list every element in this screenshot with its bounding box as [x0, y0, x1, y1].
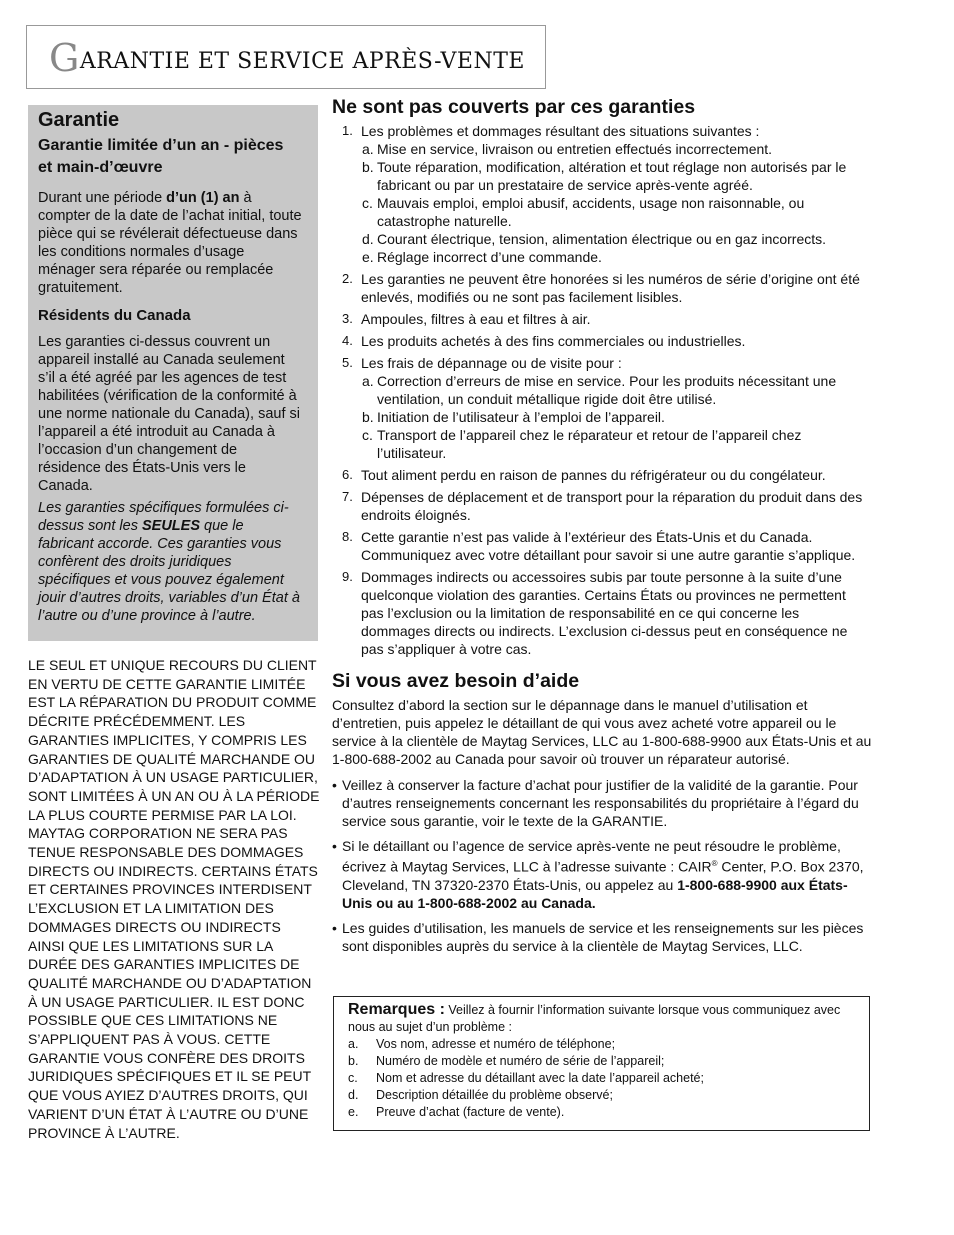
exclusion-number: 6.	[342, 467, 353, 482]
exclusion-text: Les problèmes et dommages résultant des situations suivantes :	[361, 123, 760, 139]
exclusion-item	[332, 122, 872, 266]
exclusion-number: 5.	[342, 355, 353, 370]
notes-item	[348, 1036, 855, 1053]
title-rest: ARANTIE ET SERVICE APRÈS-VENTE	[79, 49, 525, 74]
page-title	[49, 36, 525, 80]
italic-text-c: que le fabricant accorde. Ces garanties vous confèrent des droits juridiques spécifiques et vous pouvez également jouir d’autres droits, variables d’un État à l’autre ou d’une province à l’autre.	[38, 518, 300, 624]
subitem-letter: a.	[362, 373, 374, 389]
exclusion-text: Dommages indirects ou accessoires subis par toute personne à la suite d’une quelconque violation des garanties. Certains États ou provinces ne permettent pas l’exclusion ou la limitation de responsabilité en ce qui concerne les dommages directs ou indirects. L’exclusion ci-dessus peut en conséquence ne pas s’appliquer à votre cas.	[361, 569, 848, 657]
exclusion-item	[332, 310, 872, 328]
subitem-letter: b.	[362, 409, 374, 425]
exclusion-text: Les produits achetés à des fins commerciales ou industrielles.	[361, 333, 746, 349]
exclusion-item	[332, 568, 872, 658]
notes-letter: c.	[348, 1071, 358, 1085]
notes-title: Remarques :	[348, 1001, 445, 1018]
exclusion-subitem	[361, 426, 872, 462]
exclusion-text: Dépenses de déplacement et de transport pour la réparation du produit dans des endroits éloignés.	[361, 489, 863, 523]
notes-letter: d.	[348, 1088, 359, 1102]
subitem-text: Toute réparation, modification, altération et tout réglage non autorisés par le fabricant ou par un prestataire de service après-vente agréé.	[377, 159, 847, 193]
warranty-text-c: à compter de la date de l’achat initial, toute pièce qui se révélerait défectueuse dans les conditions normales d’usage ménager sera réparée ou remplacée gratuitement.	[38, 190, 302, 296]
notes-item	[348, 1053, 855, 1070]
exclusion-item	[332, 270, 872, 306]
help-bullet-text: Si le détaillant ou l’agence de service après-vente ne peut résoudre le problème, écrivez à Maytag Services, LLC à l’adresse suivante : CAIR	[342, 838, 841, 875]
help-bullet: • Veillez à conserver la facture d’achat pour justifier de la validité de la garantie. Pour d’autres renseignements concernant les responsabilités du propriétaire à l’égard du service sous garantie, voir le texte de la GARANTIE.	[332, 777, 859, 829]
subitem-text: Correction d’erreurs de mise en service. Pour les produits nécessitant une ventilation, un conduit métallique rigide doit être utilisé.	[377, 373, 837, 407]
exclusion-subitem	[361, 194, 872, 230]
notes-text: Preuve d’achat (facture de vente).	[376, 1105, 565, 1119]
help-phone-numbers: 1-800-688-9900 aux États-Unis ou au 1-800-688-2002 au Canada.	[342, 876, 848, 911]
exclusion-item	[332, 528, 872, 564]
subitem-text: Initiation de l’utilisateur à l’emploi de l’appareil.	[377, 409, 665, 425]
help-bullets	[332, 776, 872, 955]
exclusion-subitem	[361, 248, 872, 266]
exclusion-text: Les frais de dépannage ou de visite pour :	[361, 355, 622, 371]
notes-letter: a.	[348, 1037, 359, 1051]
exclusion-number: 9.	[342, 569, 353, 584]
subitem-letter: c.	[362, 427, 373, 443]
help-bullet-text: Center, P.O. Box 2370, Cleveland, TN 37320-2370 États-Unis, ou appelez au	[342, 858, 864, 893]
subitem-letter: e.	[362, 249, 374, 265]
canada-paragraph: Les garanties ci-dessus couvrent un appareil installé au Canada seulement s’il a été agréé par les agences de test habilitées (vérification de la conformité à une norme nationale du Canada), sauf si l’appareil a été introduit au Canada à l’occasion d’un changement de résidence des États-Unis vers le Canada.	[38, 334, 300, 494]
canada-heading: Résidents du Canada	[38, 307, 191, 324]
notes-list	[348, 1036, 855, 1121]
subitem-letter: a.	[362, 141, 374, 157]
subitem-text: Mauvais emploi, emploi abusif, accidents, usage non raisonnable, ou catastrophe naturelle.	[377, 195, 805, 229]
notes-item	[348, 1070, 855, 1087]
notes-intro	[348, 1001, 855, 1036]
subitem-letter: c.	[362, 195, 373, 211]
warranty-subheading: Garantie limitée d’un an - pièces et main-d’œuvre	[38, 137, 284, 176]
help-bullet-text: Veillez à conserver la facture d’achat pour justifier de la validité de la garantie. Pour d’autres renseignements concernant les responsabilités du propriétaire à l’égard du service sous garantie, voir le texte de la GARANTIE.	[342, 777, 859, 829]
exclusion-item	[332, 466, 872, 484]
disclaimer-text: LE SEUL ET UNIQUE RECOURS DU CLIENT EN VERTU DE CETTE GARANTIE LIMITÉE EST LA RÉPARATION DU PRODUIT COMME DÉCRITE PRÉCÉDEMMENT. LES GARANTIES IMPLICITES, Y COMPRIS LES GARANTIES DE QUALITÉ MARCHANDE OU D’ADAPTATION À UN USAGE PARTICULIER, SONT LIMITÉES À UN AN OU À LA PÉRIODE LA PLUS COURTE PERMISE PAR LA LOI. MAYTAG CORPORATION NE SERA PAS TENUE RESPONSABLE DES DOMMAGES DIRECTS OU INDIRECTS. CERTAINS ÉTATS ET CERTAINES PROVINCES INTERDISENT L’EXCLUSION ET LA LIMITATION DES DOMMAGES DIRECTS OU INDIRECTS AINSI QUE LES LIMITATIONS SUR LA DURÉE DES GARANTIES IMPLICITES DE QUALITÉ MARCHANDE OU D’ADAPTATION À UN USAGE PARTICULIER. IL EST DONC POSSIBLE QUE CES LIMITATIONS NE S’APPLIQUENT PAS À VOUS. CETTE GARANTIE VOUS CONFÈRE DES DROITS JURIDIQUES SPÉCIFIQUES ET IL SE PEUT QUE VOUS AYIEZ D’AUTRES DROITS, QUI VARIENT D’UN ÉTAT À L’AUTRE OU D’UNE PROVINCE À L’AUTRE.	[28, 657, 320, 1141]
notes-intro-text: Veillez à fournir l’information suivante lorsque vous communiquez avec nous au sujet d’un problème :	[348, 1003, 841, 1034]
warranty-duration: d’un (1) an	[166, 190, 240, 206]
exclusion-number: 2.	[342, 271, 353, 286]
subitem-letter: d.	[362, 231, 374, 247]
help-bullet: • Les guides d’utilisation, les manuels de service et les renseignements sur les pièces sont disponibles auprès du service à la clientèle de Maytag Services, LLC.	[332, 919, 864, 954]
registered-mark: ®	[711, 859, 718, 868]
exclusion-number: 1.	[342, 123, 353, 138]
exclusions-list	[332, 122, 872, 658]
exclusion-subitem	[361, 230, 872, 248]
subitem-text: Transport de l’appareil chez le réparateur et retour de l’appareil chez l’utilisateur.	[377, 427, 802, 461]
help-intro: Consultez d’abord la section sur le dépannage dans le manuel d’utilisation et d’entretien, puis appelez le détaillant de qui vous avez acheté votre appareil ou le service à la clientèle de Maytag Services, LLC au 1-800-688-9900 aux États-Unis et au 1-800-688-2002 au Canada pour savoir où trouver un réparateur autorisé.	[332, 697, 872, 767]
help-heading: Si vous avez besoin d’aide	[332, 670, 580, 692]
notes-text: Nom et adresse du détaillant avec la date l’appareil acheté;	[376, 1071, 704, 1085]
exclusions-heading: Ne sont pas couverts par ces garanties	[332, 96, 696, 118]
help-bullet-text: Les guides d’utilisation, les manuels de service et les renseignements sur les pièces sont disponibles auprès du service à la clientèle de Maytag Services, LLC.	[342, 919, 864, 954]
notes-text: Vos nom, adresse et numéro de téléphone;	[376, 1037, 616, 1051]
warranty-box	[28, 105, 318, 641]
exclusion-number: 4.	[342, 333, 353, 348]
exclusion-number: 8.	[342, 529, 353, 544]
subitem-text: Mise en service, livraison ou entretien effectués incorrectement.	[377, 141, 773, 157]
notes-item	[348, 1087, 855, 1104]
exclusion-subitem	[361, 372, 872, 408]
subitem-letter: b.	[362, 159, 374, 175]
warranty-heading: Garantie	[38, 109, 120, 131]
exclusion-subitem	[361, 158, 872, 194]
notes-text: Numéro de modèle et numéro de série de l’appareil;	[376, 1054, 665, 1068]
warranty-text-a: Durant une période	[38, 190, 167, 206]
exclusion-sublist	[361, 140, 872, 266]
exclusion-subitem	[361, 408, 872, 426]
notes-letter: b.	[348, 1054, 359, 1068]
italic-text-bold: SEULES	[141, 518, 200, 534]
notes-text: Description détaillée du problème observé;	[376, 1088, 613, 1102]
exclusion-item	[332, 354, 872, 462]
notes-letter: e.	[348, 1105, 359, 1119]
exclusion-text: Tout aliment perdu en raison de pannes du réfrigérateur ou du congélateur.	[361, 467, 826, 483]
subitem-text: Courant électrique, tension, alimentation électrique ou en gaz incorrects.	[377, 231, 827, 247]
exclusion-text: Ampoules, filtres à eau et filtres à air.	[361, 311, 591, 327]
right-column	[332, 98, 872, 962]
subitem-text: Réglage incorrect d’une commande.	[377, 249, 602, 265]
exclusion-subitem	[361, 140, 872, 158]
help-bullet: • Si le détaillant ou l’agence de service après-vente ne peut résoudre le problème, écrivez à Maytag Services, LLC à l’adresse suivante : CAIR® Center, P.O. Box 2370, Cleveland, TN 37320-2370 États-Unis, ou appelez au 1-800-688-9900 aux États-Unis ou au 1-800-688-2002 au Canada.	[332, 838, 864, 911]
italic-text-a: Les garanties spécifiques formulées ci-dessus sont les	[38, 500, 289, 534]
exclusion-sublist	[361, 372, 872, 462]
notes-box	[333, 996, 870, 1131]
exclusion-item	[332, 488, 872, 524]
exclusion-number: 7.	[342, 489, 353, 504]
exclusion-item	[332, 332, 872, 350]
exclusion-number: 3.	[342, 311, 353, 326]
title-initial: G	[49, 36, 80, 80]
title-box	[26, 25, 546, 89]
exclusion-text: Les garanties ne peuvent être honorées si les numéros de série d’origine ont été enlevés, modifiés ou ne sont pas facilement lisibles.	[361, 271, 860, 305]
exclusion-text: Cette garantie n’est pas valide à l’extérieur des États-Unis et du Canada. Communiquez avec votre détaillant pour savoir si une autre garantie s’applique.	[361, 529, 856, 563]
warranty-paragraph	[38, 189, 302, 297]
warranty-italic-paragraph	[38, 499, 302, 625]
notes-item	[348, 1104, 855, 1121]
